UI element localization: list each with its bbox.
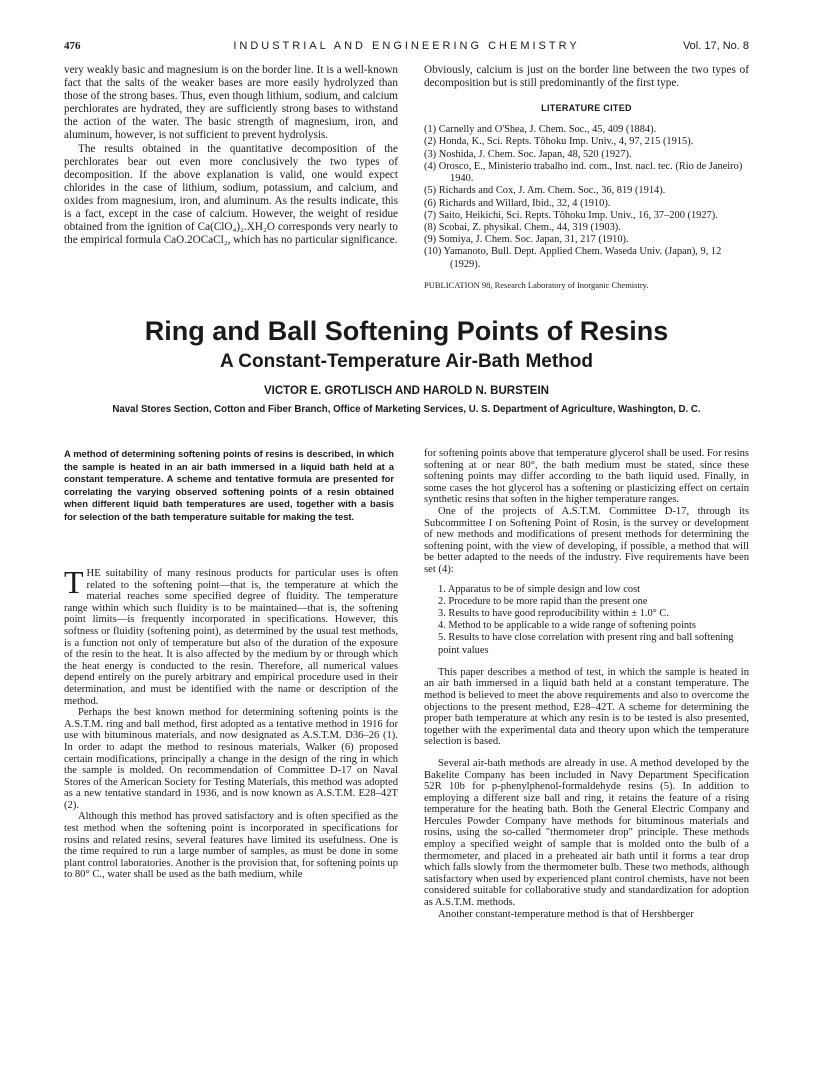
- paragraph: The results obtained in the quantitative decomposition of the perchlorates bear out even more conclusively the two types of decomposition. If the above explanation is valid, one would expect chlorides in the case of lithium, sodium, potassium, and calcium, and oxides from magnesium, iron, and aluminum. As the results indicate, this is a fact, except in the case of calcium. However, the weight of residue obtained from the ignition of Ca(ClO₄)₂.XH₂O corresponds very nearly to the empirical formula CaO.2OCaCl₂, which has no particular significance.: [64, 142, 398, 247]
- publication-note: PUBLICATION 98, Research Laboratory of Inorganic Chemistry.: [424, 279, 649, 290]
- volume-issue: Vol. 17, No. 8: [682, 40, 749, 52]
- reference-item: (8) Scobai, Z. physikal. Chem., 44, 319 (1903).: [424, 221, 621, 233]
- article-authors: VICTOR E. GROTLISCH AND HAROLD N. BURSTEIN: [264, 385, 549, 397]
- paragraph: for softening points above that temperature glycerol shall be used. For resins softening at or near 80°, the bath medium must be stated, since these softening points may differ according to the bath liquid used. Finally, in some cases the hot glycerol has a softening or plasticizing effect on certain synthetic resins that soften in the higher temperature ranges.: [424, 448, 749, 506]
- previous-article-left-column: [64, 64, 398, 247]
- author-affiliation: Naval Stores Section, Cotton and Fiber Branch, Office of Marketing Services, U. S. Department of Agriculture, Washington, D. C.: [112, 404, 701, 415]
- drop-cap: T: [64, 564, 84, 600]
- article-abstract: A method of determining softening points of resins is described, in which the sample is heated in an air bath immersed in a liquid bath held at a constant temperature. A scheme and tentative formula are presented for correlating the varying observed softening points of a resin obtained when different liquid bath temperatures are used, together with a basis for selection of the bath temperature suitable for making the test.: [64, 448, 394, 522]
- requirement-item: 2. Procedure to be more rapid than the present one: [438, 595, 648, 607]
- article-left-column: [64, 564, 398, 881]
- running-head: [64, 40, 749, 56]
- requirement-item: 3. Results to have good reproducibility within ± 1.0° C.: [438, 607, 669, 619]
- reference-item: (10) Yamanoto, Bull. Dept. Applied Chem. Waseda Univ. (Japan), 9, 12 (1929).: [424, 246, 722, 270]
- literature-cited-heading: LITERATURE CITED: [541, 103, 632, 114]
- reference-list: [424, 124, 749, 270]
- requirement-item: 4. Method to be applicable to a wide range of softening points: [438, 620, 696, 632]
- previous-article-right-column: [424, 64, 749, 292]
- requirements-list: [424, 584, 749, 657]
- reference-item: (6) Richards and Willard, Ibid., 32, 4 (1910).: [424, 197, 611, 209]
- article-subtitle: A Constant-Temperature Air-Bath Method: [220, 351, 593, 372]
- paragraph: This paper describes a method of test, in which the sample is heated in an air bath immersed in a liquid bath held at a constant temperature. The method is believed to meet the above requirements and also to overcome the objections to the present method, E28–42T. A scheme for determining the proper bath temperature at which any resin is to be tested is also presented, together with the experimental data and theory upon which the temperature selection is based.: [424, 666, 749, 748]
- reference-item: (7) Saito, Heikichi, Sci. Repts. Tôhoku Imp. Univ., 16, 37–200 (1927).: [424, 209, 718, 221]
- article-title: Ring and Ball Softening Points of Resins: [144, 316, 669, 346]
- reference-item: (4) Orosco, E., Ministerio trabalho ind. com., Inst. nacl. tec. (Rio de Janeiro) 1940.: [424, 160, 743, 185]
- paragraph: One of the projects of A.S.T.M. Committee D-17, through its Subcommittee I on Softening Point of Rosin, is the survey or development of new methods and modifications of present methods for determining the softening point, with the view of developing, if possible, a method that will be better adapted to the needs of the industry. Five requirements have been set (4):: [424, 505, 749, 575]
- paragraph: Another constant-temperature method is that of Hershberger: [438, 908, 694, 920]
- page-number: 476: [64, 40, 81, 52]
- paragraph: very weakly basic and magnesium is on the border line. It is a well-known fact that the salts of the weaker bases are more easily hydrolyzed than those of the strong bases. Thus, even though lithium, sodium, and calcium perchlorates are hydrated, they are sufficiently strong bases to withstand the action of the water. The basic strength of magnesium, iron, and aluminum, however, is not sufficient to prevent hydrolysis.: [64, 64, 398, 142]
- paragraph: Obviously, calcium is just on the border line between the two types of decomposition but is still predominantly of the first type.: [424, 64, 749, 90]
- requirement-item: 5. Results to have close correlation with present ring and ball softening point values: [438, 632, 734, 656]
- paragraph: Perhaps the best known method for determining softening points is the A.S.T.M. ring and ball method, first adopted as a tentative method in 1916 for use with bituminous materials, and now designated as A.S.T.M. D36–26 (1). In order to adapt the method to resinous materials, Walker (6) proposed certain modifications, principally a change in the design of the ring in which the sample is molded. On recommendation of Committee D-17 on Naval Stores of the American Society for Testing Materials, this method was adopted as a new tentative standard in 1936, and is now known as A.S.T.M. E28–42T (2).: [64, 707, 398, 811]
- paragraph: Although this method has proved satisfactory and is often specified as the test method when the softening point is incorporated in specifications for rosins and related resins, several features have limited its usefulness. One is the time required to run a large number of samples, as must be done in some plant control laboratories. Another is the provision that, for softening points up to 80° C., water shall be used as the bath medium, while: [64, 811, 398, 881]
- requirement-item: 1. Apparatus to be of simple design and low cost: [438, 583, 641, 595]
- paragraph: Several air-bath methods are already in use. A method developed by the Bakelite Company has been included in Navy Department Specification 52R 10b for p-phenylphenol-formaldehyde resins (5). In addition to employing a different size ball and ring, it retains the feature of a rising temperature for the heating bath. Both the General Electric Company and Hercules Powder Company have methods for bituminous materials and rosins, using the so-called "thermometer drop" principle. These methods employ a specified weight of sample that is molded onto the bulb of a thermometer, and placed in a preheated air bath until it forms a tear drop which falls slowly from the thermometer bulb. These two methods, although satisfactory when used by experienced plant control chemists, have not been considered suitable for collaborative study and standardization for adoption as A.S.T.M. methods.: [424, 757, 749, 909]
- reference-item: (3) Noshida, J. Chem. Soc. Japan, 48, 520 (1927).: [424, 148, 632, 160]
- journal-name: INDUSTRIAL AND ENGINEERING CHEMISTRY: [233, 40, 580, 52]
- paragraph: [64, 564, 398, 707]
- reference-item: (5) Richards and Cox, J. Am. Chem. Soc., 36, 819 (1914).: [424, 185, 666, 197]
- reference-item: (1) Carnelly and O'Shea, J. Chem. Soc., 45, 409 (1884).: [424, 124, 657, 136]
- reference-item: (2) Honda, K., Sci. Repts. Tôhoku Imp. Univ., 4, 97, 215 (1915).: [424, 136, 694, 148]
- article-right-column: [424, 448, 749, 920]
- paragraph-text: HE suitability of many resinous products for particular uses is often related to the softening point—that is, the temperature at which the material reaches some specified degree of fluidity. The temperature range within which such fluidity is to be maintained—that is, the softening point limits—is frequently incorporated in specifications. However, this softness or fluidity (softening point), as determined by the usual test methods, is a function not only of temperature but also of the duration of the exposure of the resin to the heat. It is also affected by the medium by or through which the heat energy is conducted to the resin. Therefore, all numerical values depend entirely on the purely arbitrary and empirical procedure used in their determination, and must be identified with the name or description of the method.: [64, 568, 398, 707]
- reference-item: (9) Somiya, J. Chem. Soc. Japan, 31, 217 (1910).: [424, 234, 629, 246]
